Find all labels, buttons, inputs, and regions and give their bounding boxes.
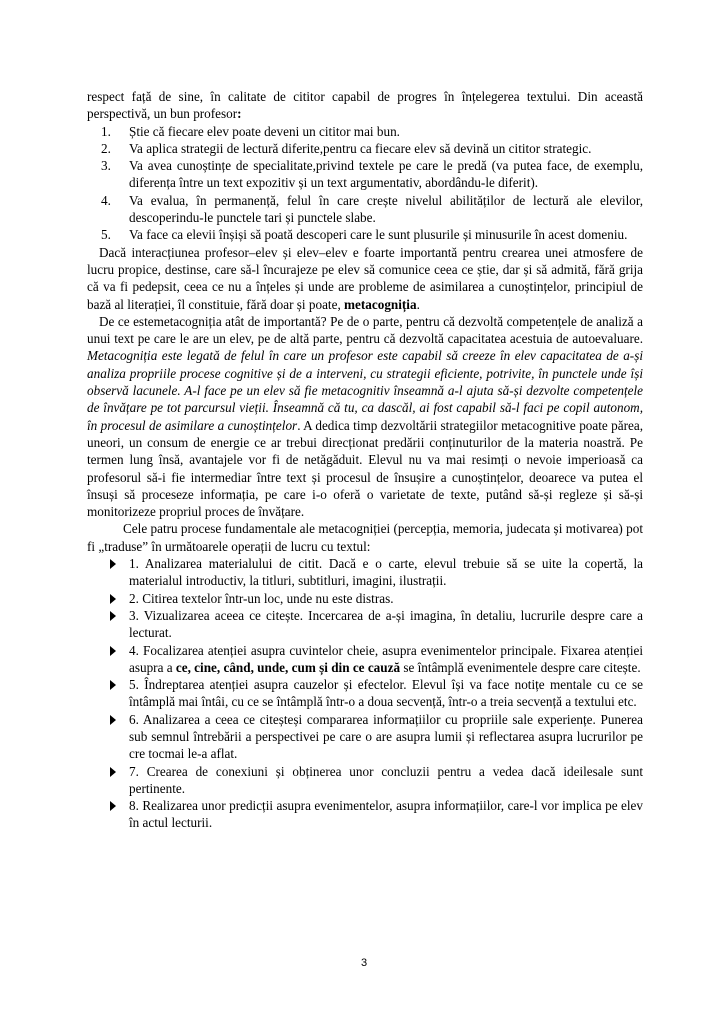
arrow-bullet-icon (110, 801, 116, 811)
list-item-text: 5. Îndreptarea atenției asupra cauzelor și efectelor. Elevul își va face notițe mentale cu ce se întâmplă mai întâi, cu ce se întâmplă într-o a doua secvență, într-o a treia secvență a textului etc. (129, 677, 643, 710)
list-item-text-continued: se întâmplă evenimentele despre care citește. (400, 659, 641, 675)
paragraph-processes (87, 520, 643, 555)
arrow-bullet-icon (110, 646, 116, 656)
list-item (87, 140, 643, 157)
list-item-text: 3. Vizualizarea aceea ce citește. Incercarea de a-și imagina, în detaliu, lucrurile despre care a lecturat. (129, 607, 643, 641)
arrow-bullet-icon (110, 594, 116, 604)
list-number: 5. (101, 227, 111, 243)
list-item-text: 7. Crearea de conexiuni și obținerea unor concluzii pentru a vedea dacă ideilesale sunt pertinente. (129, 763, 643, 796)
list-item (87, 192, 643, 227)
list-number: 4. (101, 192, 111, 208)
list-number: 2. (101, 140, 111, 156)
list-item (87, 642, 643, 677)
list-item (87, 157, 643, 192)
arrow-bullet-icon (110, 680, 116, 690)
paragraph-text-continued: . A dedica timp dezvoltării strategiilor metacognitive poate părea, uneori, un consum de energie ce ar trebui direcționat predării conținuturilor de la materia noastră. Pe termen lung însă, avantajele vor fi de netăgăduit. Elevul nu va mai resimți o nevoie imperioasă ca profesorul să-i fie intermediar între text și procesul de însușire a cunoștințelor, deoarece va putea el însuși să proceseze informația, pe care i-o oferă o varietate de texte, putând să-și regleze și să-și monitorizeze propriul proces de învățare. (87, 417, 643, 520)
list-item (87, 123, 643, 140)
list-item-text: 4. Focalizarea atenției asupra cuvintelor cheie, asupra evenimentelor principale. Fixarea atenției asupra a (129, 642, 643, 675)
arrow-bullet-icon (110, 611, 116, 621)
intro-paragraph (87, 88, 643, 123)
paragraph-italic-text: Metacogniția este legată de felul în care un profesor este capabil să creeze în elev capacitatea de a-și analiza propriile procese cognitive și de a interveni, cu strategii eficiente, potrivite, în punctele unde își observă lacunele. A-l face pe un elev să fie metacognitiv înseamnă a-l ajuta să-și dezvolte competențele de învățare pe tot parcursul vieții. Înseamnă că tu, ca dascăl, ai fost capabil să-l faci pe copil autonom, în procesul de asimilare a cunoștințelor (87, 348, 643, 433)
list-item (87, 607, 643, 642)
list-number: 3. (101, 158, 111, 174)
keyword-metacognition: metacogniția (344, 296, 417, 312)
arrow-bullet-icon (110, 767, 116, 777)
paragraph-end: . (416, 296, 420, 312)
list-item (87, 676, 643, 711)
paragraph-text: De ce estemetacogniția atât de importantă? Pe de o parte, pentru că dezvoltă competențele de analiză a unui text pe care le are un elev, pe de altă parte, pentru că dezvoltă capacitatea acestuia de autoevaluare. (87, 313, 643, 347)
list-item-text: Va face ca elevii înșiși să poată descoperi care le sunt plusurile și minusurile în acest domeniu. (129, 227, 628, 243)
numbered-list (87, 123, 643, 244)
list-item-text: 1. Analizarea materialului de citit. Dacă e o carte, elevul trebuie să se uite la copertă, la materialul introductiv, la titluri, subtitluri, imagini, ilustrații. (129, 556, 643, 589)
list-item-text: Va evalua, în permanență, felul în care crește nivelul abilităților de lectură ale elevilor, descoperindu-le punctele tari și punctele slabe. (129, 192, 643, 226)
arrow-bullet-icon (110, 559, 116, 569)
list-item-bold-text: ce, cine, când, unde, cum și din ce cauză (175, 659, 401, 675)
list-item-text: Va aplica strategii de lectură diferite,pentru ca fiecare elev să devină un cititor strategic. (129, 140, 592, 156)
list-item (87, 797, 643, 832)
list-item (87, 763, 643, 798)
paragraph-text: Cele patru procese fundamentale ale metacogniției (percepția, memoria, judecata și motivarea) pot fi „traduse” în următoarele operații de lucru cu textul: (87, 521, 643, 554)
list-item-text: Va avea cunoștințe de specialitate,privind textele pe care le predă (va putea face, de exemplu, diferența între un text expozitiv și un text argumentativ, abordându-le diferit). (129, 158, 643, 191)
list-item (87, 590, 643, 607)
list-item-text: 8. Realizarea unor predicții asupra evenimentelor, asupra informațiilor, care-l vor implica pe elev în actul lecturii. (129, 798, 643, 831)
paragraph-interaction (87, 244, 643, 313)
page-number: 3 (360, 957, 368, 969)
list-number: 1. (101, 123, 111, 139)
list-item-text: 2. Citirea textelor într-un loc, unde nu este distras. (129, 590, 394, 606)
list-item-text: 6. Analizarea a ceea ce citeșteși compararea informațiilor cu propriile sale experiențe. Punerea sub semnul întrebării a perspectivei pe care o are asupra lumii și reflectarea asupra lucrurilor pe cre tocmai le-a aflat. (129, 711, 643, 762)
intro-text: respect față de sine, în calitate de cititor capabil de progres în înțelegerea textului. Din această perspectivă, un bun profesor (87, 89, 643, 122)
page-content (87, 88, 643, 832)
paragraph-text: Dacă interacțiunea profesor–elev și elev–elev e foarte importantă pentru crearea unei atmosfere de lucru propice, destinse, care să-l încurajeze pe elev să comunice ceea ce știe, dar și să admită, fără grija că va fi pedepsit, ceea ce nu a înțeles și unde are probleme de asimilarea a cunoștințelor, principiul de bază al literației, îl constituie, fără doar și poate, (87, 244, 643, 312)
paragraph-metacognition (87, 313, 643, 521)
list-item (87, 711, 643, 763)
intro-colon: : (237, 106, 242, 122)
arrow-bullet-icon (110, 715, 116, 725)
list-item-text: Știe că fiecare elev poate deveni un cititor mai bun. (129, 123, 400, 139)
operations-list (87, 555, 643, 832)
list-item (87, 555, 643, 590)
list-item (87, 226, 643, 243)
